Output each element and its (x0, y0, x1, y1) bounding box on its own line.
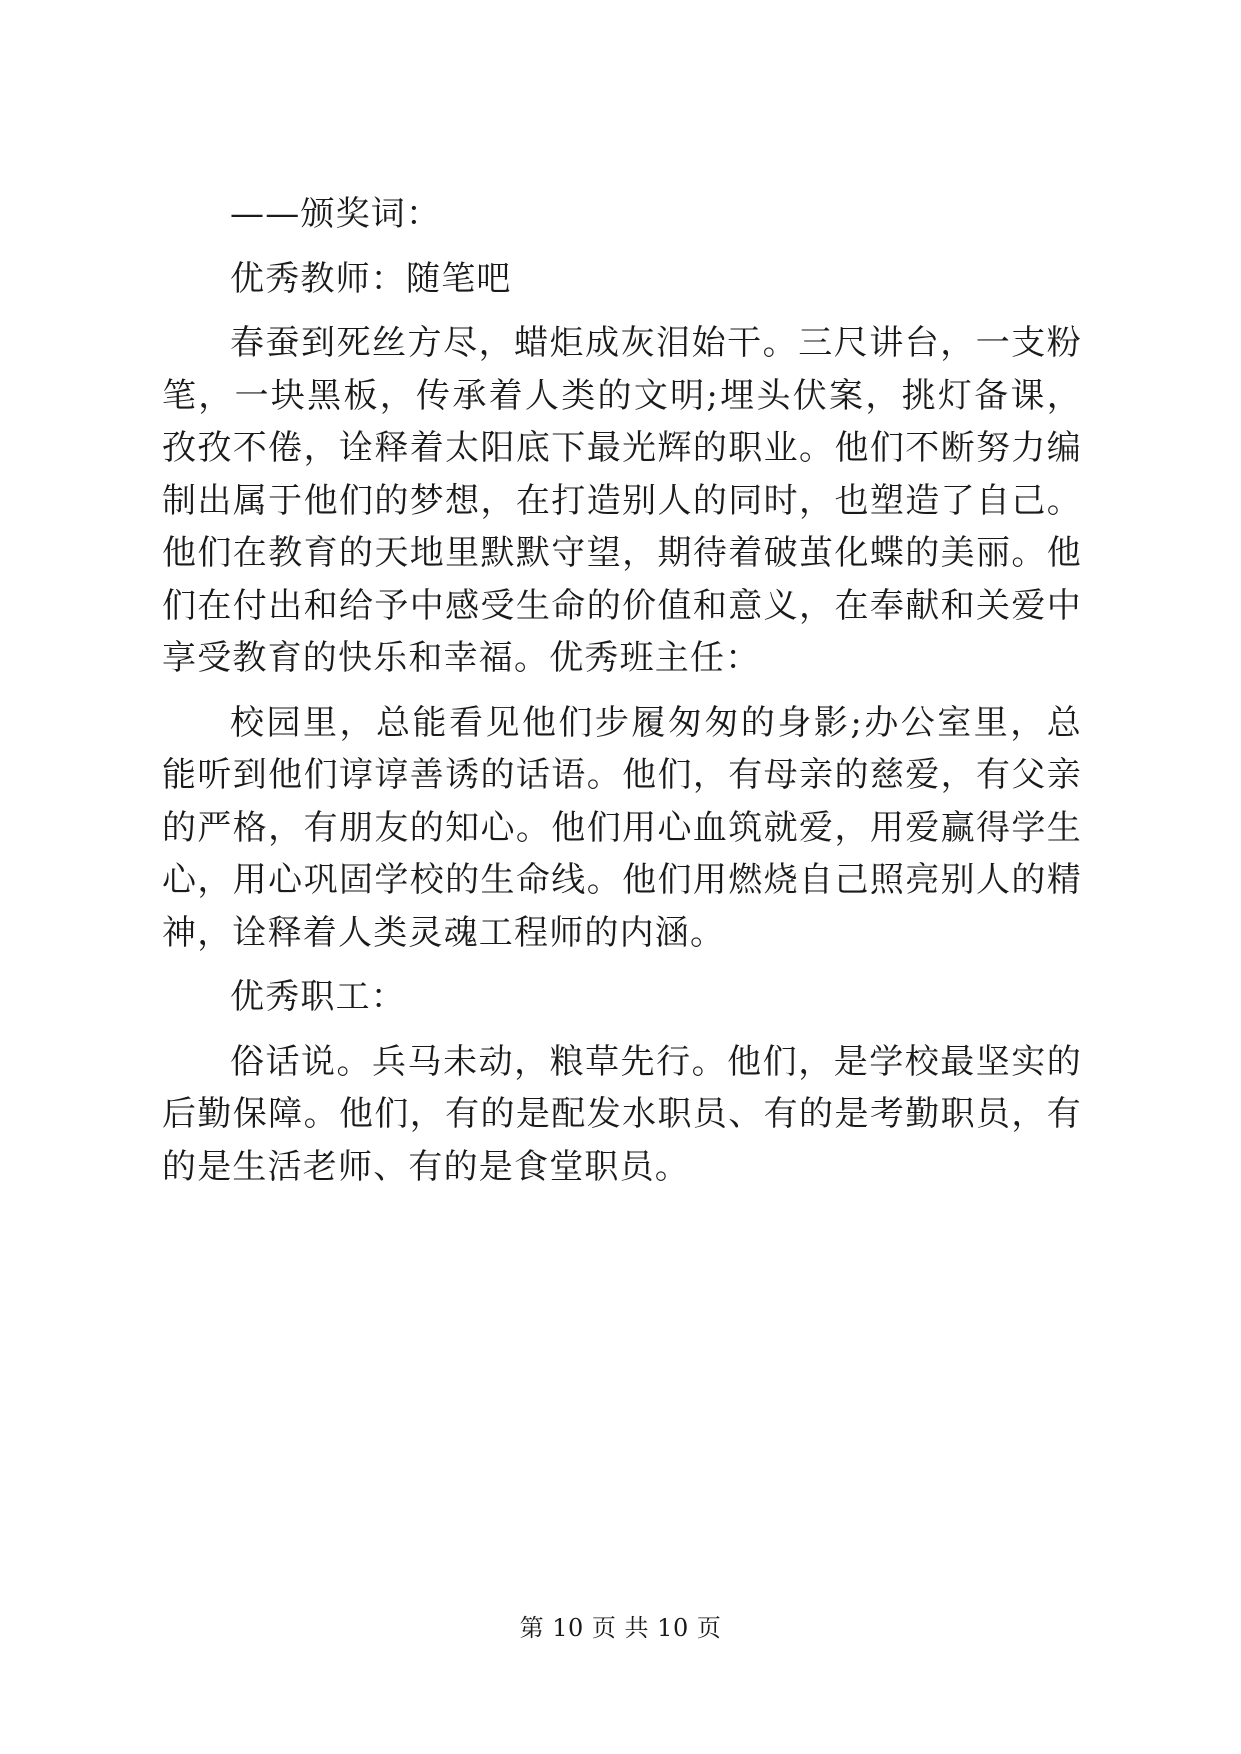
section-title-excellent-staff: 优秀职工： (230, 977, 406, 1017)
paragraph-head-teacher-tribute: 校园里，总能看见他们步履匆匆的身影;办公室里，总能听到他们谆谆善诱的话语。他们，有母亲的慈爱，有父亲的严格，有朋友的知心。他们用心血筑就爱，用爱赢得学生心，用心巩固学校的生命线。他们用燃烧自己照亮别人的精神，诠释着人类灵魂工程师的内涵。 (162, 702, 1082, 953)
section-title-excellent-teacher: 优秀教师：随笔吧 (230, 258, 512, 299)
paragraph-staff-tribute: 俗话说。兵马未动，粮草先行。他们，是学校最坚实的后勤保障。他们，有的是配发水职员、有的是考勤职员，有的是生活老师、有的是食堂职员。 (162, 1041, 1082, 1187)
award-heading: ——颁奖词： (230, 194, 442, 234)
page-footer: 第 10 页 共 10 页 (519, 1614, 722, 1642)
paragraph-teacher-tribute: 春蚕到死丝方尽，蜡炬成灰泪始干。三尺讲台，一支粉笔，一块黑板，传承着人类的文明;埋头伏案，挑灯备课，孜孜不倦，诠释着太阳底下最光辉的职业。他们不断努力编制出属于他们的梦想，在打造别人的同时，也塑造了自己。他们在教育的天地里默默守望，期待着破茧化蝶的美丽。他们在付出和给予中感受生命的价值和意义，在奉献和关爱中享受教育的快乐和幸福。优秀班主任： (162, 323, 1082, 678)
document-body (162, 188, 1082, 1205)
